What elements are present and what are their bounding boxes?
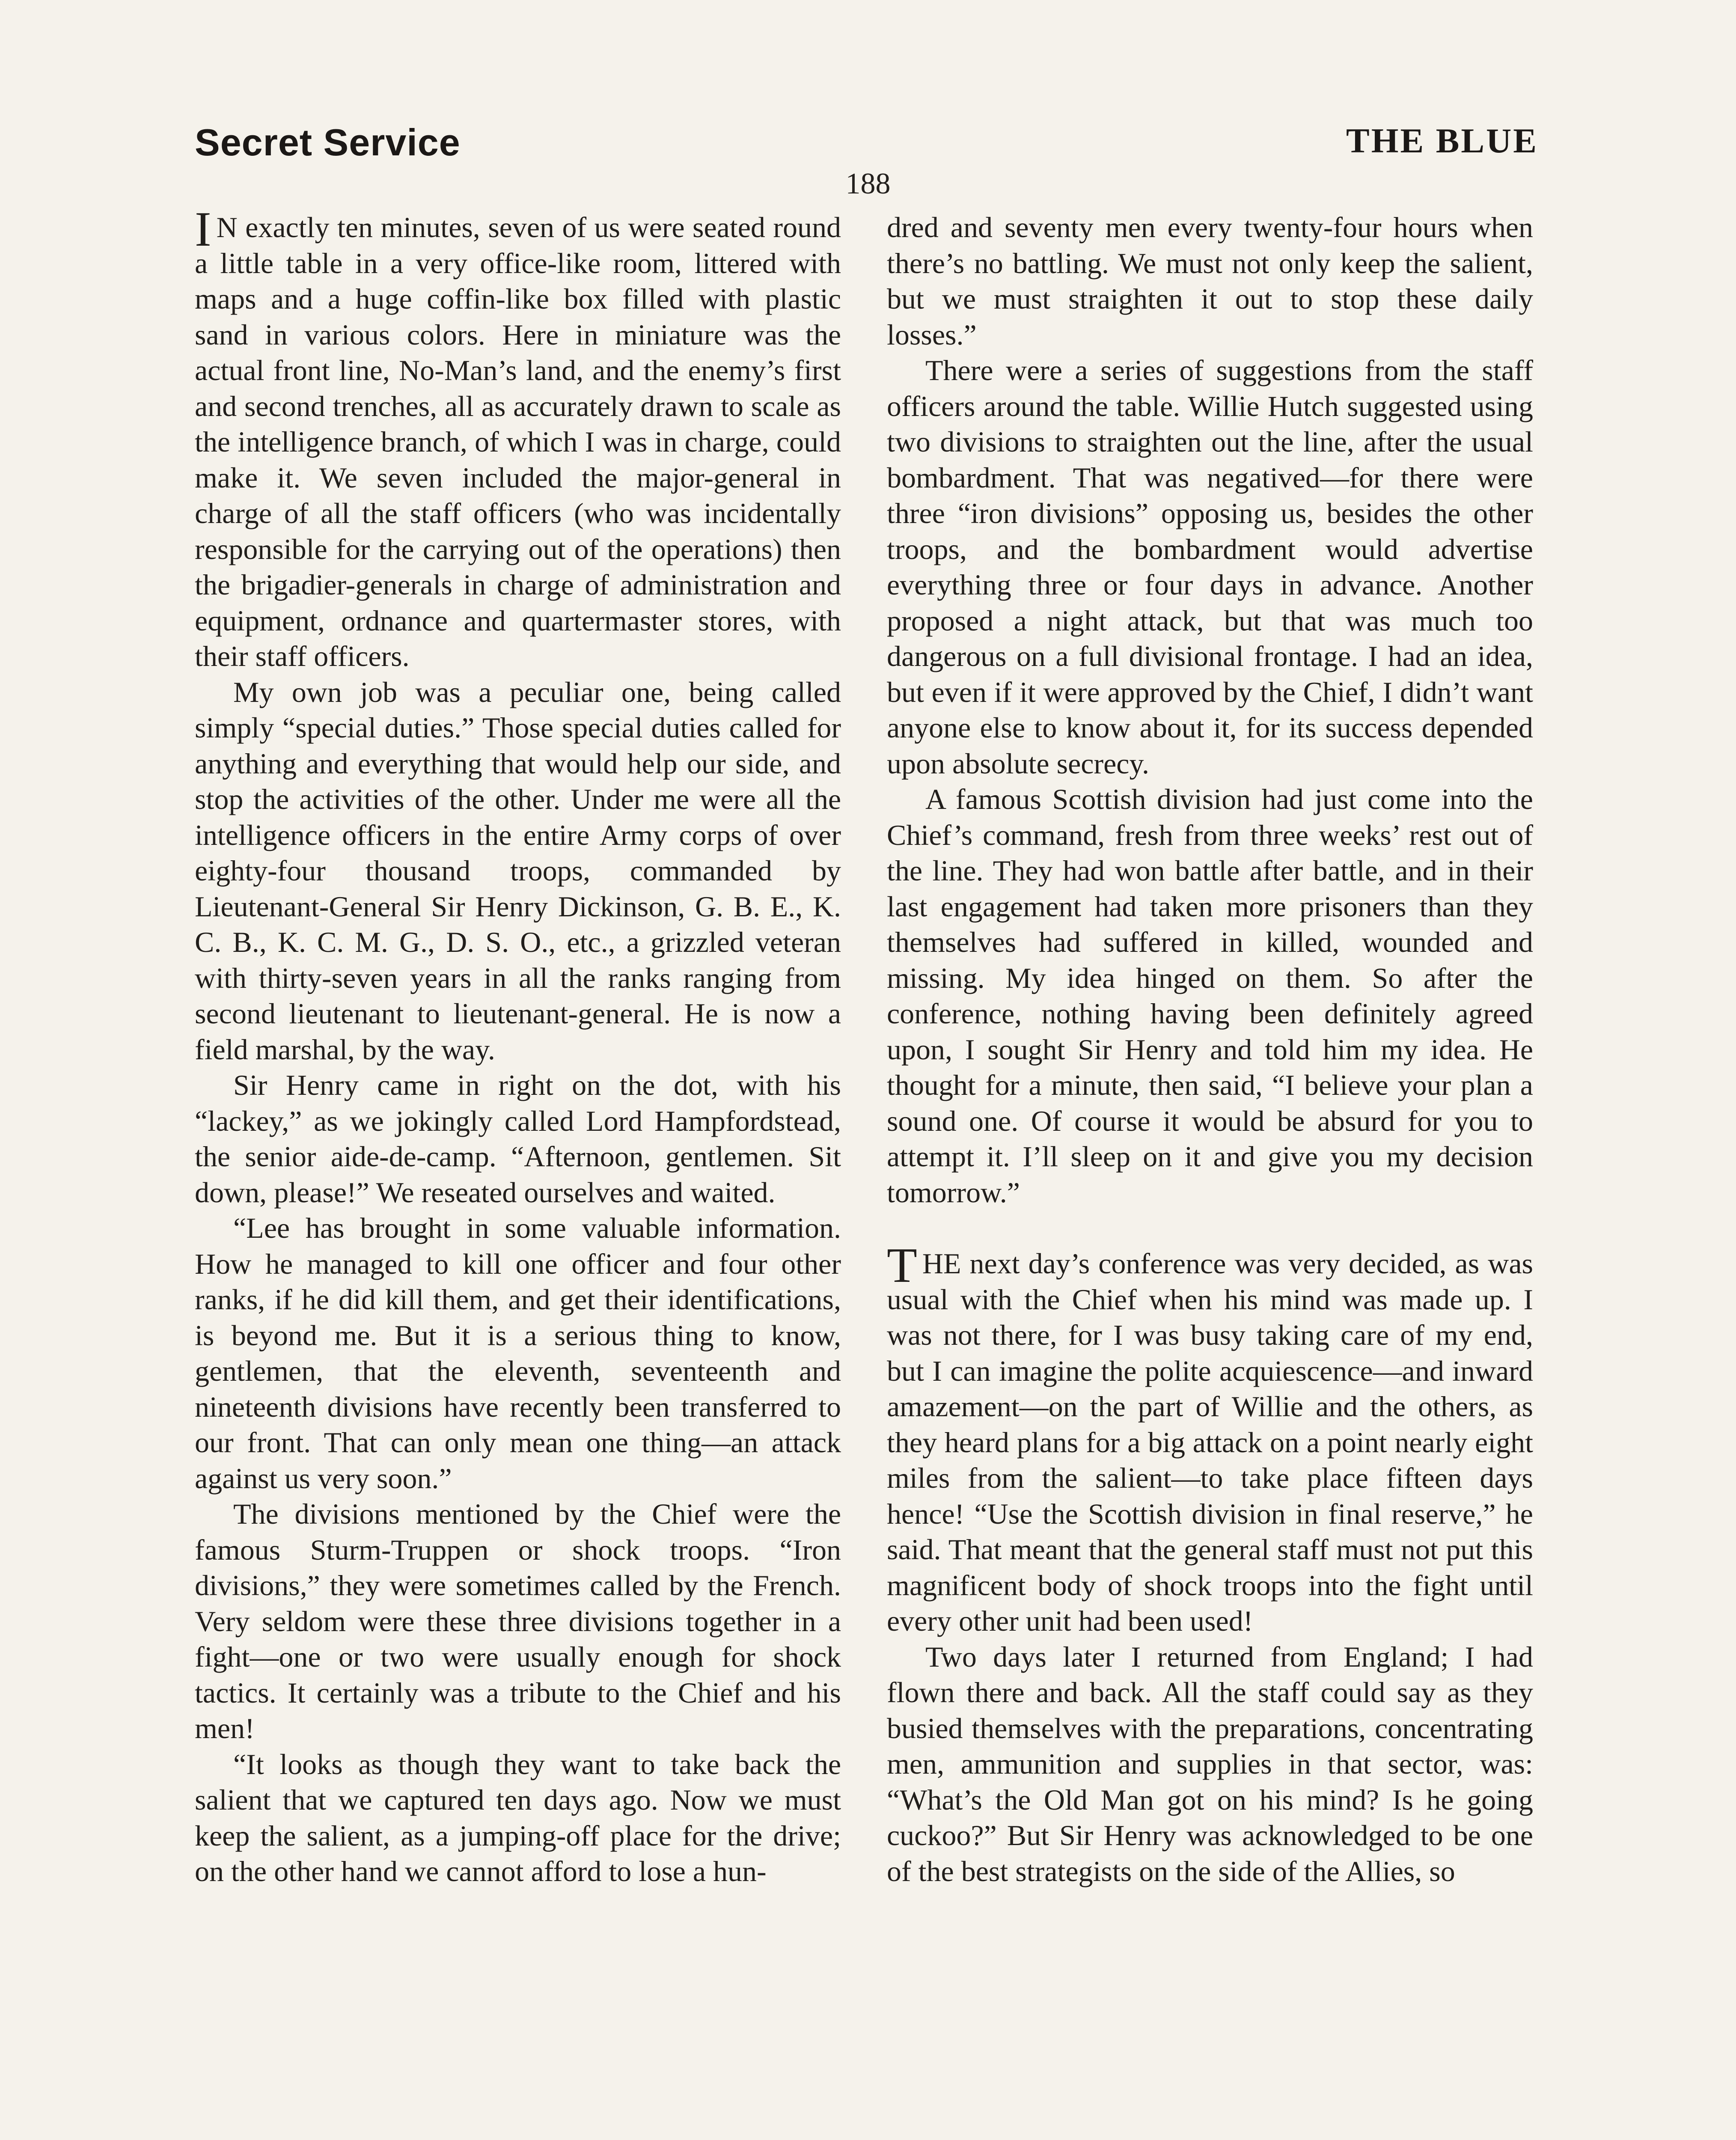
right-text-column xyxy=(887,210,1533,1889)
page-number: 188 xyxy=(845,167,891,200)
paragraph-text: N exactly ten minutes, seven of us were seated round a little table in a very office-like room, littered with maps and a huge coffin-like box filled with plastic sand in various colors. Here in miniature was the actual front line, No-Man’s land, and the enemy’s first and second trenches, all as accurately drawn to scale as the intelligence branch, of which I was in charge, could make it. We seven included the major-general in charge of all the staff officers (who was incidentally responsible for the carrying out of the operations) then the brigadier-generals in charge of administration and equipment, ordnance and quartermaster stores, with their staff officers. xyxy=(195,211,841,672)
paragraph-text: HE next day’s conference was very decided, as was usual with the Chief when his mind was made up. I was not there, for I was busy taking care of my end, but I can imagine the polite acquiescence—and inward amazement—on the part of Willie and the others, as they heard plans for a big attack on a point nearly eight miles from the salient—to take place fifteen days hence! “Use the Scottish division in final reserve,” he said. That meant that the general staff must not put this magnificent body of shock troops into the fight until every other unit had been used! xyxy=(887,1247,1533,1637)
drop-cap: T xyxy=(887,1238,917,1293)
left-text-column xyxy=(195,202,841,1890)
paragraph: dred and seventy men every twenty-four hours when there’s no battling. We must not only keep the salient, but we must straighten it out to stop these daily losses.” xyxy=(887,211,1533,351)
magazine-title: THE BLUE xyxy=(1346,121,1538,160)
paragraph xyxy=(195,202,841,675)
paragraph: My own job was a peculiar one, being called simply “special duties.” Those special duties called for anything and everything that would help our side, and stop the activities of the other. Under me were all the intelligence officers in the entire Army corps of over eighty-four thousand troops, commanded by Lieutenant-General Sir Henry Dickinson, G. B. E., K. C. B., K. C. M. G., D. S. O., etc., a grizzled veteran with thirty-seven years in all the ranks ranging from second lieutenant to lieutenant-general. He is now a field marshal, by the way. xyxy=(195,675,841,1066)
paragraph: “It looks as though they want to take back the salient that we captured ten days ago. Now we must keep the salient, as a jumping-off place for the drive; on the other hand we cannot afford to lose a hun- xyxy=(195,1748,841,1887)
story-title: Secret Service xyxy=(195,121,461,163)
paragraph: Two days later I returned from England; I had flown there and back. All the staff could say as they busied themselves with the preparations, concentrating men, ammunition and supplies in that sector, was: “What’s the Old Man got on his mind? Is he going cuckoo?” But Sir Henry was acknowledged to be one of the best strategists on the side of the Allies, so xyxy=(887,1640,1533,1887)
paragraph: “Lee has brought in some valuable information. How he managed to kill one officer and four other ranks, if he did kill them, and get their identifications, is beyond me. But it is a serious thing to know, gentlemen, that the eleventh, seventeenth and nineteenth divisions have recently been transferred to our front. That can only mean one thing—an attack against us very soon.” xyxy=(195,1212,841,1495)
paragraph: The divisions mentioned by the Chief were the famous Sturm-Truppen or shock troops. “Iron divisions,” they were sometimes called by the French. Very seldom were these three divisions together in a fight—one or two were usually enough for shock tactics. It certainly was a tribute to the Chief and his men! xyxy=(195,1498,841,1745)
paragraph: A famous Scottish division had just come into the Chief’s command, fresh from three weeks’ rest out of the line. They had won battle after battle, and in their last engagement had taken more prisoners than they themselves had suffered in killed, wounded and missing. My idea hinged on them. So after the conference, nothing having been definitely agreed upon, I sought Sir Henry and told him my idea. He thought for a minute, then said, “I believe your plan a sound one. Of course it would be absurd for you to attempt it. I’ll sleep on it and give you my decision tomorrow.” xyxy=(887,783,1533,1209)
paragraph: Sir Henry came in right on the dot, with his “lackey,” as we jokingly called Lord Hampfordstead, the senior aide-de-camp. “Afternoon, gentlemen. Sit down, please!” We reseated ourselves and waited. xyxy=(195,1069,841,1209)
drop-cap: I xyxy=(195,202,211,257)
paragraph xyxy=(887,1238,1533,1639)
paragraph: There were a series of suggestions from the staff officers around the table. Willie Hutch suggested using two divisions to straighten out the line, after the usual bombardment. That was negatived—for there were three “iron divisions” opposing us, besides the other troops, and the bombardment would advertise everything three or four days in advance. Another proposed a night attack, but that was much too dangerous on a full divisional frontage. I had an idea, but even if it were approved by the Chief, I didn’t want anyone else to know about it, for its success depended upon absolute secrecy. xyxy=(887,354,1533,780)
